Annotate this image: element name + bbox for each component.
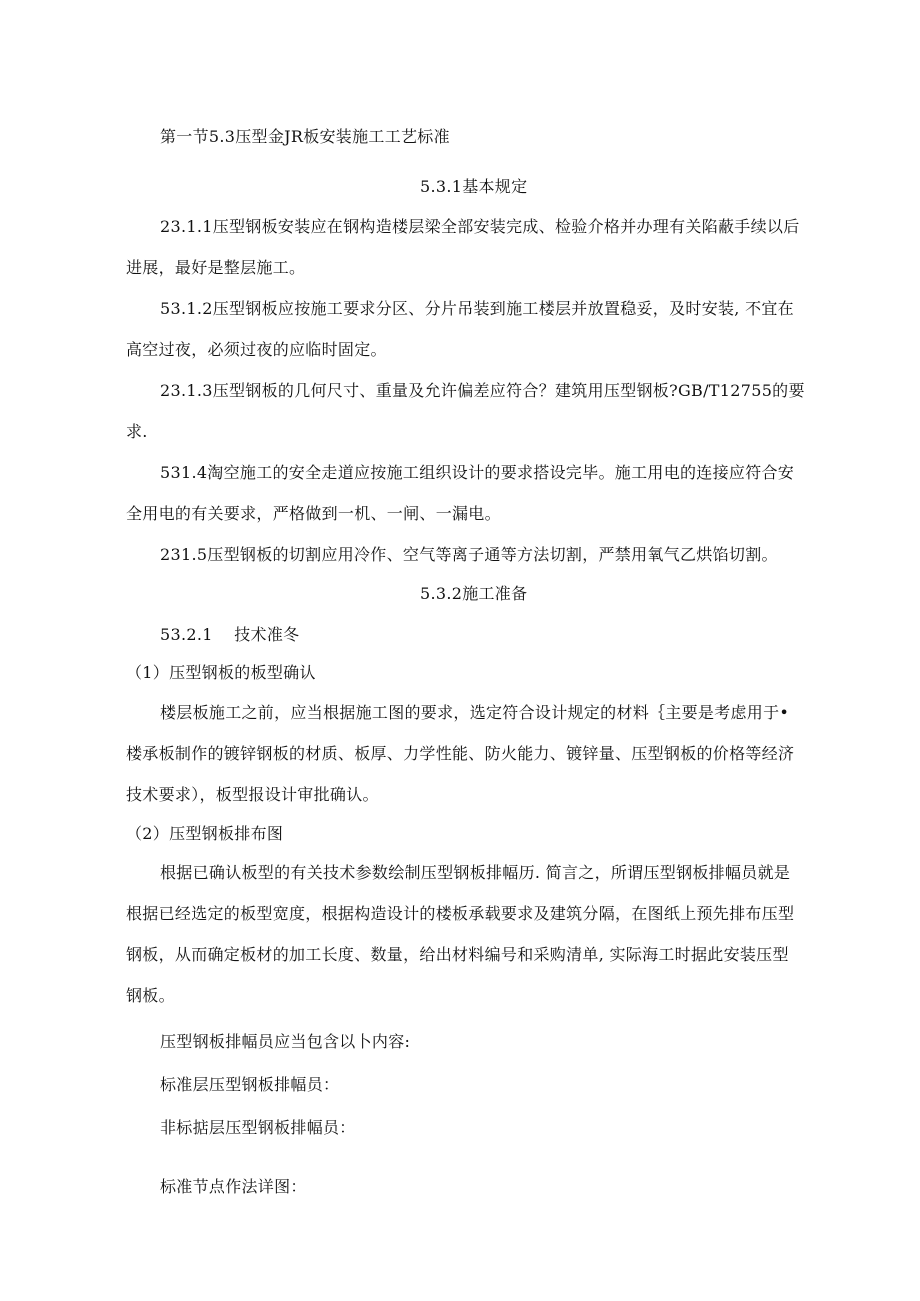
paragraph-5-line-1: 231.5压型钢板的切割应用冷作、空气等离子通等方法切割，严禁用氧气乙烘馅切割。 [160, 545, 778, 564]
item-1-heading: （1）压型钢板的板型确认 [126, 663, 316, 682]
paragraph-2-line-2: 高空过夜，必须过夜的应临时固定。 [126, 340, 387, 359]
paragraph-4-line-1: 531.4淘空施工的安全走道应按施工组织设计的要求搭设完毕。施工用电的连接应符合安 [160, 463, 795, 482]
item-2-heading: （2）压型钢板排布图 [126, 824, 284, 843]
paragraph-4-line-2: 全用电的有关要求，严格做到一机、一闸、一漏电。 [126, 504, 501, 523]
paragraph-3-line-2: 求. [126, 422, 148, 441]
list-item-standard-layer: 标准层压型钢板排幅员： [160, 1075, 340, 1094]
item-2-line-2: 根据已经选定的板型宽度，根据构造设计的楼板承载要求及建筑分隔，在图纸上预先排布压型 [126, 904, 795, 923]
item-1-line-2: 楼承板制作的镀锌钢板的材质、板厚、力学性能、防火能力、镀锌量、压型钢板的价格等经济 [126, 744, 795, 763]
item-2-line-4: 钢板。 [126, 986, 175, 1005]
item-1-line-1: 楼层板施工之前，应当根据施工图的要求，选定符合设计规定的材料｛主要是考虑用于• [160, 703, 790, 722]
subsection-heading-5-3-2: 5.3.2施工准备 [420, 584, 528, 603]
subsection-heading-5-3-2-1: 53.2.1 技术准冬 [160, 625, 300, 644]
list-item-nonstandard-layer: 非标掂层压型钢板排幅员： [160, 1118, 356, 1137]
item-2-line-3: 钢板，从而确定板材的加工长度、数量，给出材料编号和采购清单, 实际海工时据此安装压型 [126, 945, 789, 964]
paragraph-3-line-1: 23.1.3压型钢板的几何尺寸、重量及允许偏差应符合？建筑用压型钢板?GB/T12755的要 [160, 381, 805, 400]
section-title: 第一节5.3压型金JR板安装施工工艺标准 [160, 127, 450, 146]
list-intro: 压型钢板排幅员应当包含以卜内容: [160, 1032, 411, 1051]
subsection-heading-5-3-1: 5.3.1基本规定 [420, 177, 528, 196]
item-2-line-1: 根据已确认板型的有关技术参数绘制压型钢板排幅历. 简言之，所谓压型钢板排幅员就是 [160, 863, 791, 882]
paragraph-1-line-1: 23.1.1压型钢板安装应在钢构造楼层梁全部安装完成、检验介格并办理有关陷蔽手续以后 [160, 217, 800, 236]
list-item-node-detail: 标准节点作法详图： [160, 1177, 307, 1196]
item-1-line-3: 技术要求），板型报设计审批确认。 [126, 785, 379, 804]
paragraph-1-line-2: 进展，最好是整层施工。 [126, 258, 306, 277]
paragraph-2-line-1: 53.1.2压型钢板应按施工要求分区、分片吊装到施工楼层并放置稳妥，及时安装, 不宜在 [160, 299, 794, 318]
